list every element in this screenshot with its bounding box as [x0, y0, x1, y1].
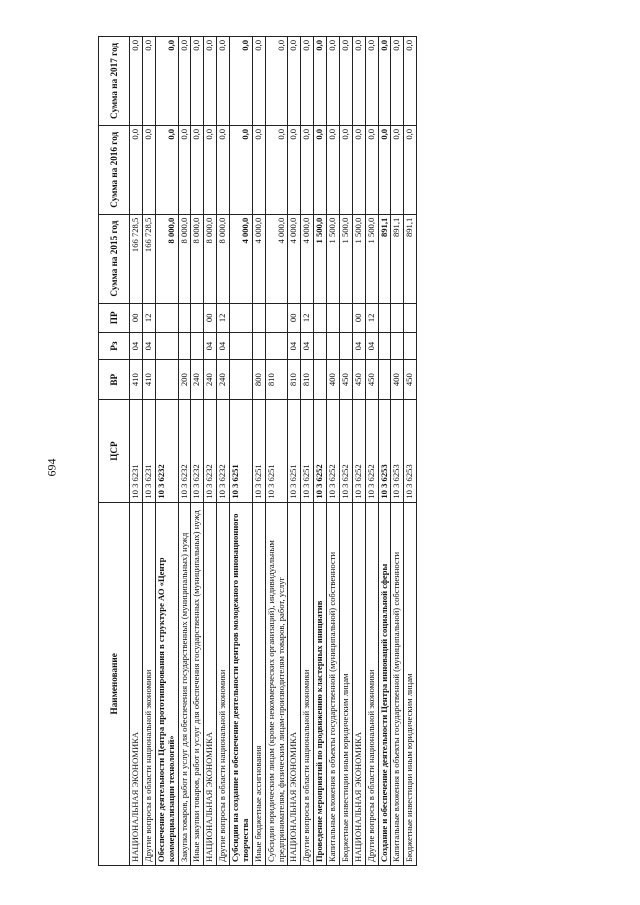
- table-row: [404, 37, 417, 866]
- row-sum-2016: 0,0: [288, 125, 301, 214]
- row-sum-2015: 8 000,0: [191, 214, 204, 303]
- row-pr: 00: [204, 303, 217, 333]
- row-sum-2017: 0,0: [178, 37, 191, 126]
- row-pr: [391, 303, 404, 333]
- table-row: [288, 37, 301, 866]
- table-row: [265, 37, 288, 866]
- row-sum-2015: 1 500,0: [352, 214, 365, 303]
- row-name: Иные закупки товаров, работ и услуг для обеспечения государственных (муниципальных) нужд: [191, 502, 204, 865]
- header-vr: ВР: [99, 360, 130, 400]
- row-name: Закупка товаров, работ и услуг для обеспечения государственных (муниципальных) нужд: [178, 502, 191, 865]
- row-sum-2017: 0,0: [301, 37, 314, 126]
- row-pr: 12: [365, 303, 378, 333]
- table-row: [352, 37, 365, 866]
- row-name: Обеспечение деятельности Центра прототипирования в структуре АО «Центр коммерциализации технологий»: [155, 502, 178, 865]
- row-vr: 240: [204, 360, 217, 400]
- row-sum-2015: 166 728,5: [142, 214, 155, 303]
- row-sum-2016: 0,0: [265, 125, 288, 214]
- row-sum-2015: 166 728,5: [130, 214, 143, 303]
- row-rz: [191, 333, 204, 360]
- row-sum-2016: 0,0: [352, 125, 365, 214]
- table-row: [327, 37, 340, 866]
- table-body: [130, 37, 417, 866]
- row-csr: 10 3 6232: [178, 400, 191, 502]
- row-name: Капитальные вложения в объекты государственной (муниципальной) собственности: [391, 502, 404, 865]
- row-sum-2016: 0,0: [230, 125, 253, 214]
- row-csr: 10 3 6252: [339, 400, 352, 502]
- row-sum-2017: 0,0: [130, 37, 143, 126]
- row-sum-2015: 8 000,0: [178, 214, 191, 303]
- table-header-row: [99, 37, 130, 866]
- header-pr: ПР: [99, 303, 130, 333]
- row-name: Субсидии юридическим лицам (кроме некоммерческих организаций), индивидуальным предпринимателям, физическим лицам-производителям товаров, работ, услуг: [265, 502, 288, 865]
- table-row: [391, 37, 404, 866]
- header-name: Наименование: [99, 502, 130, 865]
- row-name: НАЦИОНАЛЬНАЯ ЭКОНОМИКА: [352, 502, 365, 865]
- row-sum-2016: 0,0: [391, 125, 404, 214]
- row-sum-2015: 4 000,0: [230, 214, 253, 303]
- row-sum-2016: 0,0: [301, 125, 314, 214]
- row-csr: 10 3 6253: [404, 400, 417, 502]
- row-pr: [265, 303, 288, 333]
- table-row: [178, 37, 191, 866]
- row-rz: 04: [142, 333, 155, 360]
- row-name: Бюджетные инвестиции иным юридическим лицам: [339, 502, 352, 865]
- row-csr: 10 3 6251: [230, 400, 253, 502]
- row-csr: 10 3 6251: [252, 400, 265, 502]
- row-sum-2017: 0,0: [288, 37, 301, 126]
- row-sum-2015: 1 500,0: [365, 214, 378, 303]
- row-rz: 04: [288, 333, 301, 360]
- row-name: НАЦИОНАЛЬНАЯ ЭКОНОМИКА: [130, 502, 143, 865]
- header-sum-2017: Сумма на 2017 год: [99, 37, 130, 126]
- row-vr: [314, 360, 327, 400]
- row-csr: 10 3 6251: [265, 400, 288, 502]
- table-row: [230, 37, 253, 866]
- row-vr: 410: [142, 360, 155, 400]
- row-name: НАЦИОНАЛЬНАЯ ЭКОНОМИКА: [288, 502, 301, 865]
- row-sum-2016: 0,0: [142, 125, 155, 214]
- row-rz: 04: [204, 333, 217, 360]
- table-row: [314, 37, 327, 866]
- row-sum-2016: 0,0: [191, 125, 204, 214]
- row-name: Субсидии на создание и обеспечение деятельности центров молодежного инновационного творчества: [230, 502, 253, 865]
- row-sum-2015: 4 000,0: [301, 214, 314, 303]
- row-csr: 10 3 6231: [130, 400, 143, 502]
- row-csr: 10 3 6232: [155, 400, 178, 502]
- row-pr: [155, 303, 178, 333]
- row-sum-2016: 0,0: [130, 125, 143, 214]
- row-name: Иные бюджетные ассигнования: [252, 502, 265, 865]
- row-pr: [339, 303, 352, 333]
- row-sum-2017: 0,0: [365, 37, 378, 126]
- row-sum-2017: 0,0: [327, 37, 340, 126]
- row-pr: 12: [217, 303, 230, 333]
- row-sum-2017: 0,0: [391, 37, 404, 126]
- row-rz: [327, 333, 340, 360]
- row-sum-2016: 0,0: [339, 125, 352, 214]
- row-sum-2017: 0,0: [230, 37, 253, 126]
- row-sum-2015: 1 500,0: [327, 214, 340, 303]
- row-rz: [314, 333, 327, 360]
- row-rz: 04: [301, 333, 314, 360]
- row-csr: 10 3 6251: [301, 400, 314, 502]
- row-sum-2016: 0,0: [378, 125, 391, 214]
- row-name: Другие вопросы в области национальной экономики: [301, 502, 314, 865]
- row-name: Другие вопросы в области национальной экономики: [365, 502, 378, 865]
- row-sum-2015: 8 000,0: [155, 214, 178, 303]
- row-vr: 240: [191, 360, 204, 400]
- row-rz: [391, 333, 404, 360]
- row-sum-2016: 0,0: [178, 125, 191, 214]
- table-row: [365, 37, 378, 866]
- row-rz: [404, 333, 417, 360]
- row-rz: 04: [217, 333, 230, 360]
- row-vr: 200: [178, 360, 191, 400]
- row-rz: 04: [365, 333, 378, 360]
- row-rz: [178, 333, 191, 360]
- row-name: Проведение мероприятий по продвижению кластерных инициатив: [314, 502, 327, 865]
- row-csr: 10 3 6252: [352, 400, 365, 502]
- row-sum-2016: 0,0: [217, 125, 230, 214]
- row-vr: 450: [352, 360, 365, 400]
- table-row: [217, 37, 230, 866]
- row-pr: 00: [130, 303, 143, 333]
- row-pr: [327, 303, 340, 333]
- row-vr: 800: [252, 360, 265, 400]
- table-row: [378, 37, 391, 866]
- row-rz: [252, 333, 265, 360]
- row-sum-2015: 8 000,0: [204, 214, 217, 303]
- row-csr: 10 3 6253: [391, 400, 404, 502]
- row-vr: 450: [339, 360, 352, 400]
- row-sum-2017: 0,0: [314, 37, 327, 126]
- row-pr: 12: [142, 303, 155, 333]
- row-rz: [265, 333, 288, 360]
- row-sum-2017: 0,0: [265, 37, 288, 126]
- row-name: Другие вопросы в области национальной экономики: [217, 502, 230, 865]
- row-sum-2016: 0,0: [327, 125, 340, 214]
- row-pr: [404, 303, 417, 333]
- row-vr: 240: [217, 360, 230, 400]
- row-csr: 10 3 6232: [204, 400, 217, 502]
- row-sum-2017: 0,0: [191, 37, 204, 126]
- row-vr: 450: [404, 360, 417, 400]
- row-rz: [230, 333, 253, 360]
- row-pr: [378, 303, 391, 333]
- table-row: [204, 37, 217, 866]
- page-number: 694: [44, 458, 59, 477]
- header-sum-2015: Сумма на 2015 год: [99, 214, 130, 303]
- row-pr: [252, 303, 265, 333]
- row-sum-2017: 0,0: [352, 37, 365, 126]
- row-sum-2016: 0,0: [404, 125, 417, 214]
- row-vr: 400: [391, 360, 404, 400]
- row-sum-2015: 4 000,0: [288, 214, 301, 303]
- table-row: [301, 37, 314, 866]
- row-name: НАЦИОНАЛЬНАЯ ЭКОНОМИКА: [204, 502, 217, 865]
- row-pr: [178, 303, 191, 333]
- table-row: [155, 37, 178, 866]
- row-csr: 10 3 6232: [217, 400, 230, 502]
- row-sum-2017: 0,0: [204, 37, 217, 126]
- row-sum-2015: 891,1: [378, 214, 391, 303]
- row-sum-2015: 1 500,0: [339, 214, 352, 303]
- row-sum-2016: 0,0: [252, 125, 265, 214]
- row-sum-2017: 0,0: [155, 37, 178, 126]
- row-vr: 410: [130, 360, 143, 400]
- row-name: Капитальные вложения в объекты государственной (муниципальной) собственности: [327, 502, 340, 865]
- table-row: [191, 37, 204, 866]
- row-sum-2015: 8 000,0: [217, 214, 230, 303]
- row-pr: [191, 303, 204, 333]
- row-sum-2016: 0,0: [314, 125, 327, 214]
- row-sum-2015: 891,1: [404, 214, 417, 303]
- row-sum-2017: 0,0: [339, 37, 352, 126]
- row-csr: 10 3 6232: [191, 400, 204, 502]
- row-vr: [155, 360, 178, 400]
- row-vr: [378, 360, 391, 400]
- row-sum-2015: 4 000,0: [265, 214, 288, 303]
- row-rz: 04: [352, 333, 365, 360]
- table-row: [252, 37, 265, 866]
- row-csr: 10 3 6252: [365, 400, 378, 502]
- row-sum-2017: 0,0: [142, 37, 155, 126]
- row-name: Создание и обеспечение деятельности Центра инноваций социальной сферы: [378, 502, 391, 865]
- row-name: Другие вопросы в области национальной экономики: [142, 502, 155, 865]
- row-csr: 10 3 6231: [142, 400, 155, 502]
- row-name: Бюджетные инвестиции иным юридическим лицам: [404, 502, 417, 865]
- budget-table-sheet: [98, 36, 594, 866]
- row-pr: [230, 303, 253, 333]
- row-pr: 12: [301, 303, 314, 333]
- row-csr: 10 3 6252: [314, 400, 327, 502]
- row-sum-2016: 0,0: [365, 125, 378, 214]
- row-sum-2015: 1 500,0: [314, 214, 327, 303]
- table-row: [130, 37, 143, 866]
- row-sum-2015: 4 000,0: [252, 214, 265, 303]
- header-sum-2016: Сумма на 2016 год: [99, 125, 130, 214]
- row-vr: 810: [265, 360, 288, 400]
- row-rz: [155, 333, 178, 360]
- row-rz: [339, 333, 352, 360]
- row-sum-2017: 0,0: [404, 37, 417, 126]
- row-sum-2017: 0,0: [217, 37, 230, 126]
- row-vr: 810: [288, 360, 301, 400]
- table-row: [339, 37, 352, 866]
- row-vr: 450: [365, 360, 378, 400]
- row-vr: [230, 360, 253, 400]
- row-pr: 00: [352, 303, 365, 333]
- row-pr: 00: [288, 303, 301, 333]
- row-csr: 10 3 6251: [288, 400, 301, 502]
- row-vr: 810: [301, 360, 314, 400]
- row-vr: 400: [327, 360, 340, 400]
- row-sum-2015: 891,1: [391, 214, 404, 303]
- header-csr: ЦСР: [99, 400, 130, 502]
- row-rz: 04: [130, 333, 143, 360]
- header-rz: Рз: [99, 333, 130, 360]
- table-row: [142, 37, 155, 866]
- row-rz: [378, 333, 391, 360]
- row-pr: [314, 303, 327, 333]
- row-sum-2016: 0,0: [155, 125, 178, 214]
- row-csr: 10 3 6253: [378, 400, 391, 502]
- row-sum-2017: 0,0: [378, 37, 391, 126]
- row-sum-2017: 0,0: [252, 37, 265, 126]
- row-csr: 10 3 6252: [327, 400, 340, 502]
- budget-table: [98, 36, 417, 866]
- row-sum-2016: 0,0: [204, 125, 217, 214]
